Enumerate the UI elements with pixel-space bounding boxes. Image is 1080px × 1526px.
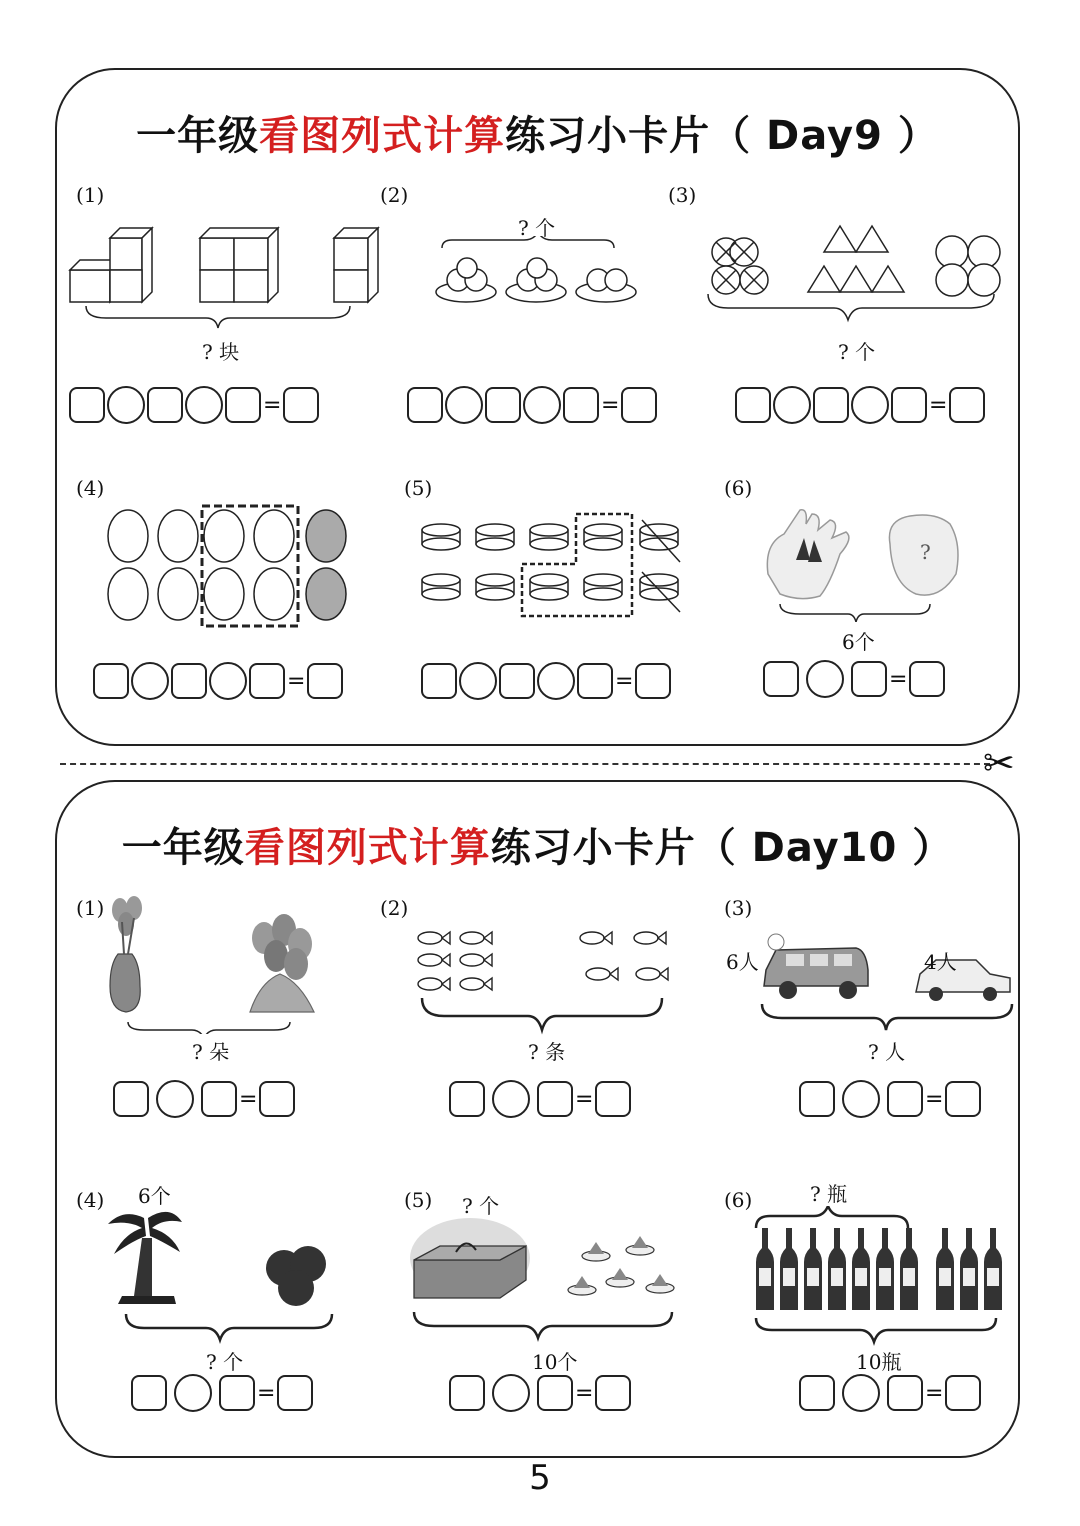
question-label: ? 个 <box>838 340 876 364</box>
answer-box[interactable] <box>131 1375 167 1411</box>
ovals-illustration <box>104 502 356 632</box>
count-label: 10瓶 <box>856 1350 902 1374</box>
operator-circle[interactable] <box>851 386 889 424</box>
answer-box[interactable] <box>887 1375 923 1411</box>
answer-box[interactable] <box>485 387 521 423</box>
question-label: ? 条 <box>528 1040 566 1064</box>
result-box[interactable] <box>909 661 945 697</box>
operator-circle[interactable] <box>185 386 223 424</box>
problem-number: (2) <box>380 183 409 207</box>
operator-circle[interactable] <box>806 660 844 698</box>
coconut-illustration <box>104 1200 344 1350</box>
equation-boxes <box>68 386 320 424</box>
answer-box[interactable] <box>813 387 849 423</box>
result-box[interactable] <box>277 1375 313 1411</box>
bottle-label <box>903 1268 915 1286</box>
problem-number: (1) <box>76 896 105 920</box>
result-box[interactable] <box>635 663 671 699</box>
answer-box[interactable] <box>219 1375 255 1411</box>
passenger-label: 6人 <box>726 950 759 974</box>
result-box[interactable] <box>595 1375 631 1411</box>
question-label: ? <box>920 540 931 564</box>
question-label: ? 块 <box>202 340 240 364</box>
equals-sign: = <box>575 1380 594 1406</box>
problem-number: (5) <box>404 1188 433 1212</box>
answer-box[interactable] <box>93 663 129 699</box>
operator-circle[interactable] <box>842 1080 880 1118</box>
question-label: ? 瓶 <box>810 1182 848 1206</box>
equals-sign: = <box>889 666 908 692</box>
equals-sign: = <box>239 1086 258 1112</box>
bottle-label <box>783 1268 795 1286</box>
answer-box[interactable] <box>225 387 261 423</box>
equation-boxes <box>130 1374 314 1412</box>
bottle-label <box>759 1268 771 1286</box>
count-label: 6个 <box>138 1184 171 1208</box>
answer-box[interactable] <box>537 1375 573 1411</box>
bottle-label <box>987 1268 999 1286</box>
problem-number: (4) <box>76 476 105 500</box>
answer-box[interactable] <box>171 663 207 699</box>
equation-boxes <box>448 1080 632 1118</box>
bottle-label <box>939 1268 951 1286</box>
operator-circle[interactable] <box>842 1374 880 1412</box>
problem-number: (5) <box>404 476 433 500</box>
answer-box[interactable] <box>69 387 105 423</box>
answer-box[interactable] <box>563 387 599 423</box>
answer-box[interactable] <box>449 1375 485 1411</box>
problem-number: (6) <box>724 1188 753 1212</box>
result-box[interactable] <box>283 387 319 423</box>
equals-sign: = <box>263 392 282 418</box>
answer-box[interactable] <box>577 663 613 699</box>
bottle-label <box>807 1268 819 1286</box>
operator-circle[interactable] <box>492 1374 530 1412</box>
bottle-label <box>855 1268 867 1286</box>
bottle-label <box>879 1268 891 1286</box>
equals-sign: = <box>287 668 306 694</box>
bottle-label <box>963 1268 975 1286</box>
operator-circle[interactable] <box>174 1374 212 1412</box>
question-label: ? 人 <box>868 1040 906 1064</box>
problem-number: (6) <box>724 476 753 500</box>
equation-boxes <box>112 1080 296 1118</box>
answer-box[interactable] <box>537 1081 573 1117</box>
answer-box[interactable] <box>147 387 183 423</box>
problem-number: (2) <box>380 896 409 920</box>
operator-circle[interactable] <box>131 662 169 700</box>
equation-boxes <box>798 1374 982 1412</box>
equation-boxes <box>448 1374 632 1412</box>
page-number: 5 <box>529 1458 551 1498</box>
answer-box[interactable] <box>887 1081 923 1117</box>
card-title: 一年级看图列式计算练习小卡片（ Day10 ） <box>121 825 954 871</box>
result-box[interactable] <box>307 663 343 699</box>
equals-sign: = <box>925 1380 944 1406</box>
result-box[interactable] <box>945 1081 981 1117</box>
bottle-label <box>831 1268 843 1286</box>
result-box[interactable] <box>949 387 985 423</box>
question-label: ? 个 <box>518 216 556 240</box>
problem-number: (1) <box>76 183 105 207</box>
operator-circle[interactable] <box>537 662 575 700</box>
answer-box[interactable] <box>799 1375 835 1411</box>
coins-illustration <box>418 512 688 624</box>
question-label: ? 个 <box>206 1350 244 1374</box>
equation-boxes <box>734 386 986 424</box>
cut-line <box>60 763 990 765</box>
result-box[interactable] <box>945 1375 981 1411</box>
peach-plates-illustration <box>432 236 642 312</box>
question-label: ? 朵 <box>192 1040 230 1064</box>
flowers-illustration <box>100 894 330 1034</box>
passenger-label: 4人 <box>924 950 957 974</box>
answer-box[interactable] <box>449 1081 485 1117</box>
answer-box[interactable] <box>201 1081 237 1117</box>
problem-number: (4) <box>76 1188 105 1212</box>
equals-sign: = <box>257 1380 276 1406</box>
operator-circle[interactable] <box>209 662 247 700</box>
operator-circle[interactable] <box>107 386 145 424</box>
answer-box[interactable] <box>799 1081 835 1117</box>
answer-box[interactable] <box>113 1081 149 1117</box>
count-label: 6个 <box>842 630 875 654</box>
problem-number: (3) <box>724 896 753 920</box>
operator-circle[interactable] <box>156 1080 194 1118</box>
answer-box[interactable] <box>763 661 799 697</box>
equation-boxes <box>798 1080 982 1118</box>
fish-illustration <box>410 926 680 1036</box>
answer-box[interactable] <box>891 387 927 423</box>
operator-circle[interactable] <box>459 662 497 700</box>
answer-box[interactable] <box>735 387 771 423</box>
equation-boxes <box>92 662 344 700</box>
answer-box[interactable] <box>407 387 443 423</box>
problem-number: (3) <box>668 183 697 207</box>
cakes-illustration <box>406 1216 686 1344</box>
equation-boxes <box>406 386 658 424</box>
equation-boxes <box>762 660 946 698</box>
answer-box[interactable] <box>249 663 285 699</box>
operator-circle[interactable] <box>773 386 811 424</box>
result-box[interactable] <box>259 1081 295 1117</box>
equation-boxes <box>420 662 672 700</box>
cubes-illustration <box>66 222 386 352</box>
scissors-icon: ✂ <box>983 741 1015 785</box>
answer-box[interactable] <box>851 661 887 697</box>
shapes-illustration <box>704 222 1008 330</box>
bottles-illustration <box>748 1206 1008 1346</box>
operator-circle[interactable] <box>492 1080 530 1118</box>
equals-sign: = <box>929 392 948 418</box>
equals-sign: = <box>601 392 620 418</box>
equals-sign: = <box>615 668 634 694</box>
equals-sign: = <box>575 1086 594 1112</box>
vehicles-illustration <box>756 930 1018 1040</box>
operator-circle[interactable] <box>445 386 483 424</box>
answer-box[interactable] <box>499 663 535 699</box>
question-label: ? 个 <box>462 1194 500 1218</box>
count-label: 10个 <box>532 1350 578 1374</box>
hands-illustration <box>760 504 970 622</box>
result-box[interactable] <box>595 1081 631 1117</box>
equals-sign: = <box>925 1086 944 1112</box>
result-box[interactable] <box>621 387 657 423</box>
answer-box[interactable] <box>421 663 457 699</box>
operator-circle[interactable] <box>523 386 561 424</box>
card-title: 一年级看图列式计算练习小卡片（ Day9 ） <box>136 113 939 159</box>
